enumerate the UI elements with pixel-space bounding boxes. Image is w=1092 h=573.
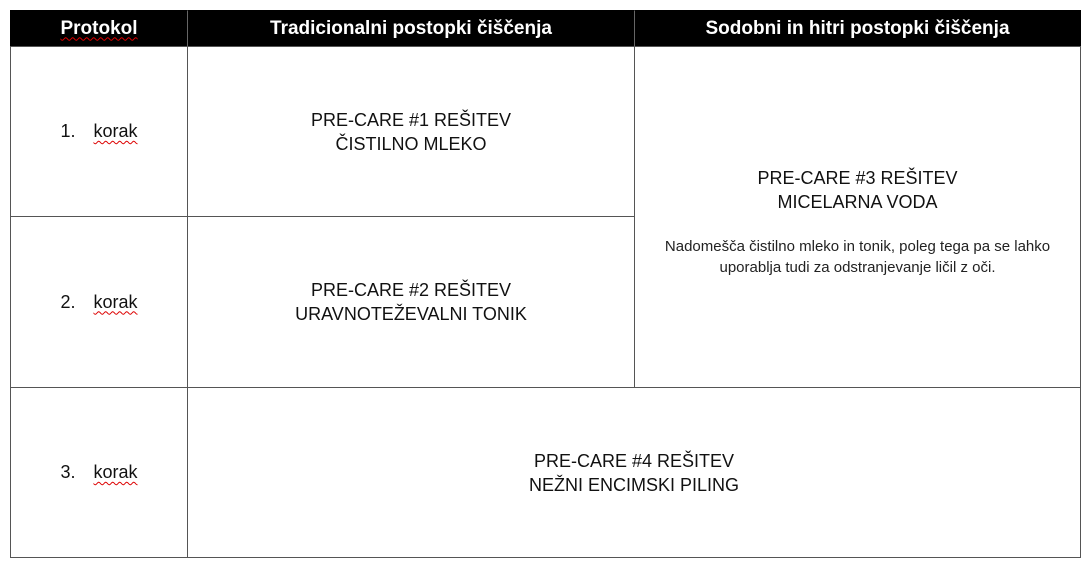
step-3 (10, 387, 188, 558)
header-traditional (187, 10, 635, 47)
solution-2 (187, 216, 635, 388)
header-protokol (10, 10, 188, 47)
solution-name: URAVNOTEŽEVALNI TONIK (295, 304, 527, 324)
solution-name: MICELARNA VODA (777, 192, 938, 212)
solution-1 (187, 46, 635, 217)
step-label: korak (93, 291, 138, 312)
header-label: Sodobni in hitri postopki čiščenja (705, 17, 1010, 39)
solution-title: PRE-CARE #4 REŠITEV (533, 450, 735, 471)
solution-name: NEŽNI ENCIMSKI PILING (528, 474, 740, 495)
step-label: korak (93, 121, 138, 141)
step-label: korak (93, 462, 138, 482)
solution-4 (187, 387, 1081, 558)
header-label: Protokol (60, 17, 138, 39)
solution-title: PRE-CARE #3 REŠITEV (757, 168, 958, 188)
solution-note: Nadomešča čistilno mleko in tonik, poleg tega pa se lahko uporablja tudi za odstranjevanje ličil z oči. (664, 238, 1051, 276)
step-number: 1. (60, 121, 76, 141)
header-modern (634, 10, 1081, 47)
solution-title: PRE-CARE #2 REŠITEV (310, 280, 512, 300)
solution-3 (634, 46, 1081, 388)
header-label: Tradicionalni postopki čiščenja (270, 17, 552, 39)
solution-name: ČISTILNO MLEKO (335, 133, 487, 154)
solution-title: PRE-CARE #1 REŠITEV (310, 109, 512, 130)
step-number: 3. (60, 462, 76, 482)
step-1 (10, 46, 188, 217)
step-number: 2. (60, 291, 76, 312)
step-2 (10, 216, 188, 388)
